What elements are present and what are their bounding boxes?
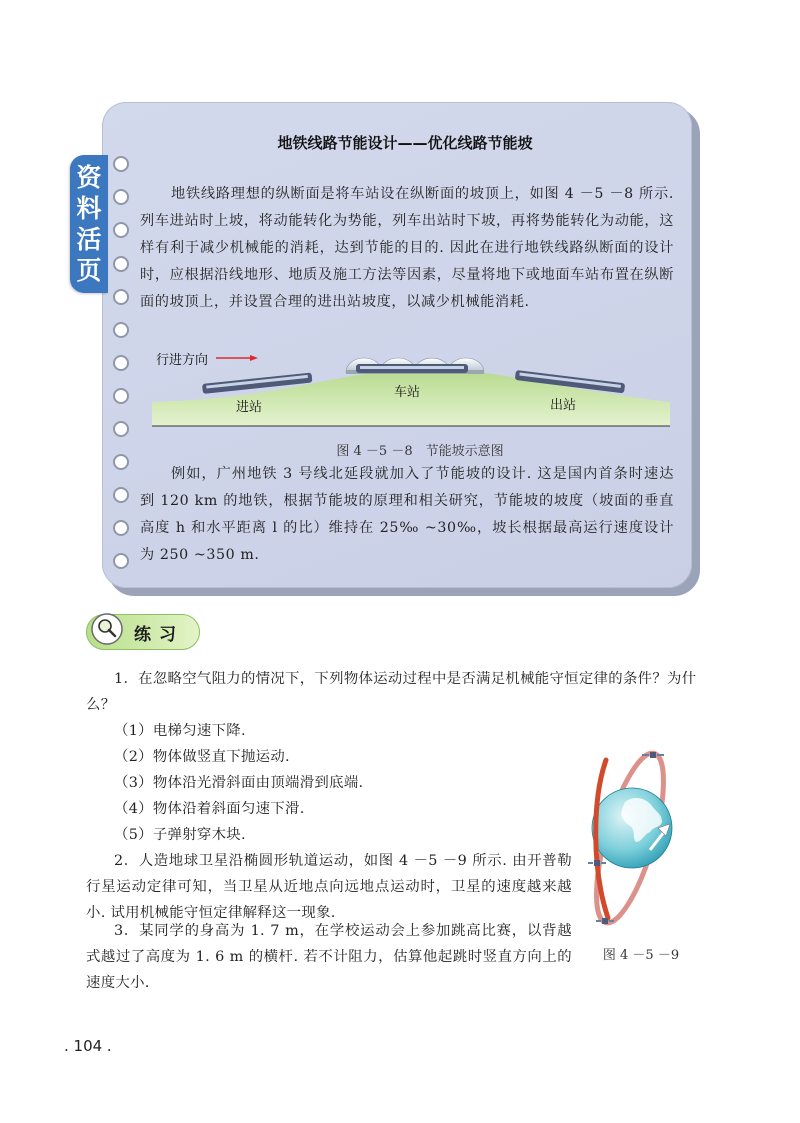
- direction-label: 行进方向: [156, 353, 209, 368]
- figure-4-5-9-caption: 图 4 －5 －9: [602, 948, 680, 963]
- binder-ring: [113, 189, 129, 205]
- binder-ring: [113, 553, 129, 569]
- practice-heading: 练习: [134, 625, 184, 645]
- tab-char: 料: [76, 194, 102, 223]
- card-title: 地铁线路节能设计——优化线路节能坡: [277, 134, 533, 152]
- satellite-orbit-diagram: [588, 740, 688, 936]
- tab-char: 页: [76, 256, 102, 285]
- binder-ring: [113, 454, 129, 470]
- binder-ring: [113, 421, 129, 437]
- satellite-icon: [588, 860, 606, 866]
- card-paragraph-2: 例如，广州地铁 3 号线北延段就加入了节能坡的设计. 这是国内首条时速达到 120 km 的地铁，根据节能坡的原理和相关研究，节能坡的坡度（坡面的垂直高度 h 和水平距离 l 的比）维持在 25‰ ~30‰，坡长根据最高运行速度设计为 250 ~350 m.: [140, 466, 674, 563]
- binder-ring: [113, 388, 129, 404]
- train-at-station: [356, 364, 468, 373]
- magnifier-icon: [90, 612, 124, 646]
- binder-ring: [113, 520, 129, 536]
- binder-ring: [113, 322, 129, 338]
- binder-ring: [113, 355, 129, 371]
- binder-ring: [113, 156, 129, 172]
- tab-char: 资: [76, 163, 102, 192]
- binder-ring: [113, 256, 129, 272]
- binder-ring: [113, 222, 129, 238]
- question-1-item-1: （1）电梯匀速下降.: [114, 723, 246, 739]
- binder-ring: [113, 487, 129, 503]
- binder-ring: [113, 289, 129, 305]
- exit-station-label: 出站: [550, 398, 577, 413]
- question-2: 2．人造地球卫星沿椭圆形轨道运动，如图 4 －5 －9 所示. 由开普勒行星运动定律可知，当卫星从近地点向远地点运动时，卫星的速度越来越小. 试用机械能守恒定律解释这一现象.: [86, 853, 572, 921]
- question-1-item-3: （3）物体沿光滑斜面由顶端滑到底端.: [114, 775, 364, 791]
- question-1-item-5: （5）子弹射穿木块.: [114, 827, 246, 843]
- question-1-item-2: （2）物体做竖直下抛运动.: [114, 749, 290, 765]
- station-label: 车站: [394, 385, 421, 400]
- tab-char: 活: [76, 225, 102, 254]
- question-1-item-4: （4）物体沿着斜面匀速下滑.: [114, 801, 305, 817]
- question-3: 3．某同学的身高为 1. 7 m，在学校运动会上参加跳高比赛，以背越式越过了高度为 1. 6 m 的横杆. 若不计阻力，估算他起跳时竖直方向上的速度大小.: [86, 923, 572, 991]
- sidebar-tab-resource-page: [70, 155, 108, 293]
- page-number: . 104 .: [64, 1037, 112, 1055]
- card-paragraph-1: 地铁线路理想的纵断面是将车站设在纵断面的坡顶上，如图 4 －5 －8 所示. 列车进站时上坡，将动能转化为势能，列车出站时下坡，再将势能转化为动能，这样有利于减少机械能的消耗，达到节能的目的. 因此在进行地铁线路纵断面的设计时，应根据沿线地形、地质及施工方法等因素，尽量将地下或地面车站布置在纵断面的坡顶上，并设置合理的进出站坡度，以减少机械能消耗.: [140, 186, 674, 310]
- question-1: 1．在忽略空气阻力的情况下，下列物体运动过程中是否满足机械能守恒定律的条件？为什么？: [86, 671, 697, 713]
- enter-station-label: 进站: [236, 400, 263, 415]
- direction-arrow-head: [250, 355, 258, 361]
- figure-4-5-8-caption: 图 4 －5 －8 节能坡示意图: [336, 444, 504, 459]
